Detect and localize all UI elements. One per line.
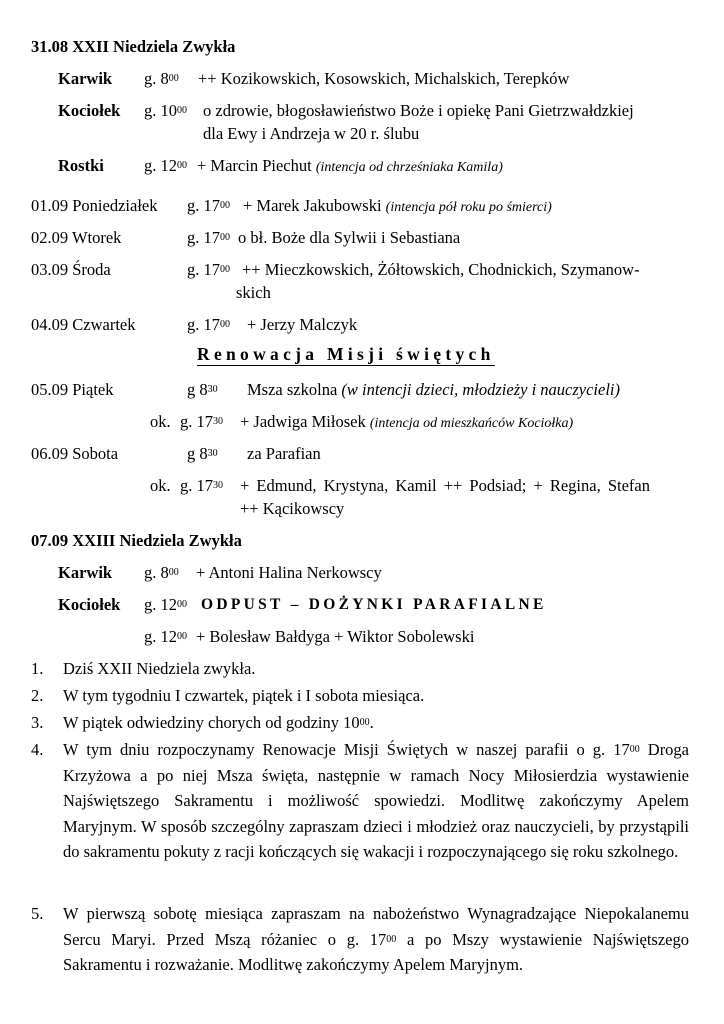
approx-label: ok.: [150, 412, 171, 431]
mass-intention: + Jerzy Malczyk: [247, 315, 358, 334]
approx-label: ok.: [150, 476, 171, 495]
mass-intention: + Jadwiga Miłosek (intencja od mieszkańców Kociołka): [240, 412, 574, 431]
mass-intention: Msza szkolna (w intencji dzieci, młodzieży i nauczycieli): [247, 380, 620, 399]
mass-time: g. $17^{30}$: [180, 412, 223, 431]
mass-intention: + Bolesław Bałdyga + Wiktor Sobolewski: [196, 627, 475, 646]
odpust-heading: ODPUST – DOŻYNKI PARAFIALNE: [201, 596, 547, 613]
announcement-text: W pierwszą sobotę miesiąca zapraszam na nabożeństwo Wynagradzające Niepokalanemu Sercu Maryi. Przed Mszą różaniec o g. $17^{00}$ a po Mszy wystawienie Najświętszego Sakramentu i rozważanie. Modlitwę zakończymy Apelem Maryjnym.: [63, 904, 690, 974]
mass-time: g. $17^{00}$: [187, 228, 230, 247]
mass-intention-cont: dla Ewy i Andrzeja w 20 r. ślubu: [203, 124, 420, 143]
intention-note: (intencja od mieszkańców Kociołka): [369, 416, 574, 431]
mass-time: g $8^{30}$: [187, 444, 218, 463]
list-number: 2.: [31, 686, 44, 705]
mass-intention: + Marek Jakubowski (intencja pół roku po śmierci): [243, 196, 552, 215]
mass-intention-cont: skich: [236, 283, 271, 302]
weekday-label: 06.09 Sobota: [31, 444, 119, 463]
announcement-text: W tym tygodniu I czwartek, piątek i I sobota miesiąca.: [63, 686, 425, 705]
list-number: 5.: [31, 904, 44, 923]
mass-time: g. $8^{00}$: [144, 69, 179, 88]
mass-time: g $8^{30}$: [187, 380, 218, 399]
weekday-label: 02.09 Wtorek: [31, 228, 122, 247]
announcement-text: W piątek odwiedziny chorych od godziny $10^{00}$.: [63, 713, 374, 732]
mass-time: g. $12^{00}$: [144, 595, 187, 614]
mass-place: Kociołek: [58, 101, 121, 120]
announcement-text: Dziś XXII Niedziela zwykła.: [63, 659, 256, 678]
mass-time: g. $12^{00}$: [144, 627, 187, 646]
mass-intention: o zdrowie, błogosławieństwo Boże i opiekę Pani Gietrzwałdzkiej: [203, 101, 634, 120]
mass-time: g. $8^{00}$: [144, 563, 179, 582]
mass-intention: o bł. Boże dla Sylwii i Sebastiana: [238, 228, 461, 247]
mass-time: g. $17^{00}$: [187, 315, 230, 334]
weekday-label: 01.09 Poniedziałek: [31, 196, 158, 215]
mass-intention-cont: ++ Kącikowscy: [240, 499, 345, 518]
mass-intention: ++ Mieczkowskich, Żółtowskich, Chodnickich, Szymanow-: [242, 260, 640, 279]
mass-intention: + Antoni Halina Nerkowscy: [196, 563, 382, 582]
renewal-heading: Renowacja Misji świętych: [197, 344, 495, 364]
mass-place: Rostki: [58, 156, 104, 175]
mass-time: g. $17^{30}$: [180, 476, 223, 495]
mass-time: g. $17^{00}$: [187, 260, 230, 279]
mass-intention: za Parafian: [247, 444, 321, 463]
mass-time: g. $17^{00}$: [187, 196, 230, 215]
mass-intention: ++ Kozikowskich, Kosowskich, Michalskich, Terepków: [198, 69, 570, 88]
weekday-label: 05.09 Piątek: [31, 380, 114, 399]
mass-place: Karwik: [58, 563, 113, 582]
mass-place: Karwik: [58, 69, 113, 88]
intention-note: (intencja od chrześniaka Kamila): [315, 160, 503, 175]
list-number: 4.: [31, 740, 44, 759]
mass-intention: + Marcin Piechut (intencja od chrześniaka Kamila): [197, 156, 503, 175]
sunday1-title: 31.08 XXII Niedziela Zwykła: [31, 37, 236, 56]
weekday-label: 03.09 Środa: [31, 260, 111, 279]
mass-intention: + Edmund, Krystyna, Kamil ++ Podsiad; + Regina, Stefan: [240, 476, 650, 495]
mass-time: g. $12^{00}$: [144, 156, 187, 175]
weekday-label: 04.09 Czwartek: [31, 315, 136, 334]
list-number: 3.: [31, 713, 44, 732]
list-number: 1.: [31, 659, 44, 678]
intention-note: (w intencji dzieci, młodzieży i nauczycieli): [341, 380, 620, 399]
announcement-text: W tym dniu rozpoczynamy Renowacje Misji Świętych w naszej parafii o g. $17^{00}$ Droga Krzyżowa a po niej Msza święta, następnie w ramach Nocy Miłosierdzia wystawienie Najświętszego Sakramentu i możliwość spowiedzi. Modlitwę zakończymy Apelem Maryjnym. W sposób szczególny zapraszam dzieci i młodzież oraz nauczycieli, by przystąpili do sakramentu pokuty z racji kończących się wakacji i rozpoczynającego się roku szkolnego.: [63, 740, 690, 861]
mass-time: g. $10^{00}$: [144, 101, 187, 120]
intention-note: (intencja pół roku po śmierci): [385, 200, 552, 215]
sunday2-title: 07.09 XXIII Niedziela Zwykła: [31, 531, 242, 550]
mass-place: Kociołek: [58, 595, 121, 614]
